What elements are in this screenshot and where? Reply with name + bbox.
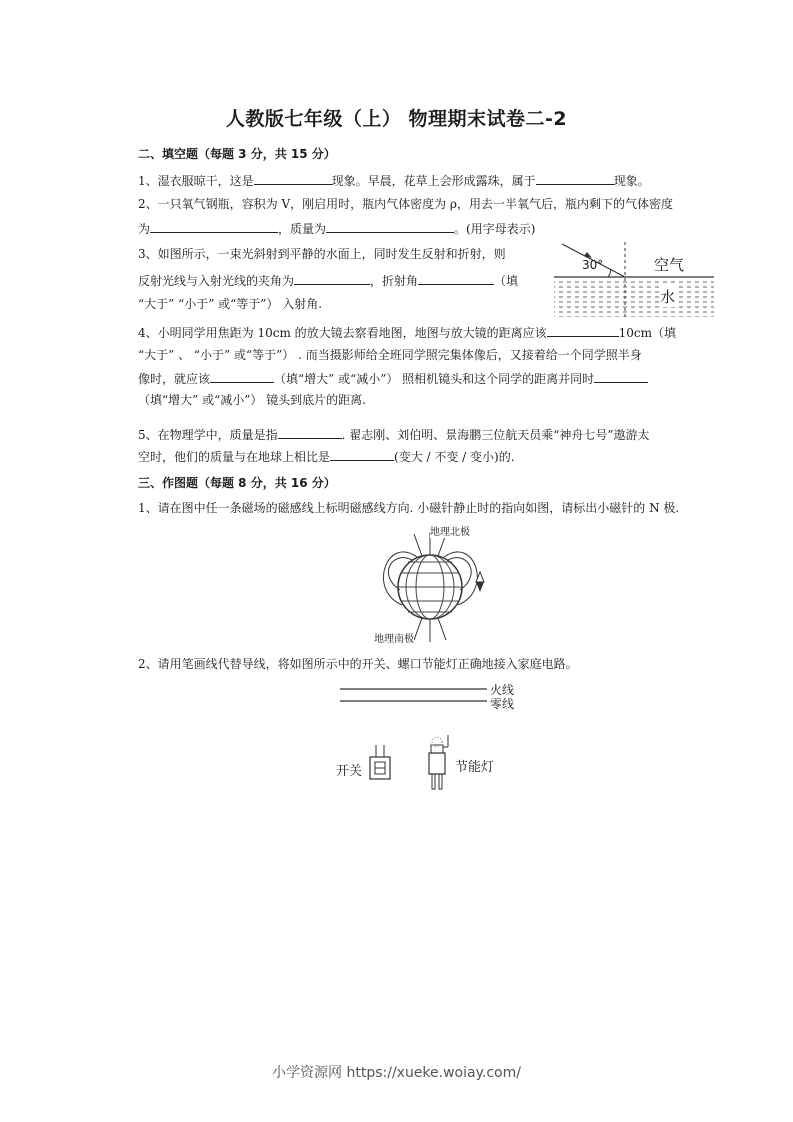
question-5-line-1: 5、在物理学中，质量是指 . 翟志刚、刘伯明、景海鹏三位航天员乘“神舟七号”遨游太 — [138, 428, 650, 442]
question-4-line-4: （填“增大” 或“减小”） 镜头到底片的距离. — [138, 393, 366, 407]
question-3-line-3: “大于” “小于” 或“等于”） 入射角. — [138, 297, 323, 311]
question-5-line-2: 空时，他们的质量与在地球上相比是 (变大 / 不变 / 变小)的. — [138, 450, 515, 464]
page-title: 人教版七年级（上） 物理期末试卷二-2 — [225, 108, 568, 130]
question-2-line-1: 2、一只氧气钢瓶，容积为 V，刚启用时，瓶内气体密度为 ρ，用去一半氧气后，瓶内剩下的气体密度 — [138, 197, 673, 211]
answer-blank[interactable] — [547, 324, 619, 337]
section-heading-fill-blank: 二、填空题（每题 3 分，共 15 分） — [138, 147, 336, 161]
question-3-line-2: 反射光线与入射光线的夹角为 ，折射角 （填 — [138, 274, 519, 288]
question-3-line-1: 3、如图所示，一束光斜射到平静的水面上，同时发生反射和折射，则 — [138, 247, 506, 261]
question-1: 1、湿衣服晾干，这是 现象。早晨，花草上会形成露珠，属于 现象。 — [138, 174, 650, 188]
answer-blank[interactable] — [254, 172, 332, 185]
circuit-figure: 火线 零线 开关 节能灯 — [335, 680, 535, 795]
answer-blank[interactable] — [150, 220, 278, 233]
question-4-line-3: 像时，就应该 （填“增大” 或“减小”） 照相机镜头和这个同学的距离并同时 — [138, 370, 648, 387]
refraction-figure: 30° 空气 水 — [550, 240, 720, 318]
answer-blank[interactable] — [536, 172, 614, 185]
answer-blank[interactable] — [418, 272, 494, 285]
question-4-line-1: 4、小明同学用焦距为 10cm 的放大镜去察看地图，地图与放大镜的距离应该 10cm（填 — [138, 326, 677, 340]
earth-magnetic-field-figure: 地理北极 地理南极 — [372, 520, 492, 645]
drawing-question-2: 2、请用笔画线代替导线，将如图所示中的开关、螺口节能灯正确地接入家庭电路。 — [138, 657, 578, 671]
footer-source: 小学资源网 https://xueke.woiay.com/ — [272, 1065, 521, 1081]
answer-blank[interactable] — [330, 448, 394, 461]
answer-blank[interactable] — [594, 370, 648, 383]
answer-blank[interactable] — [278, 426, 342, 439]
section-heading-drawing: 三、作图题（每题 8 分，共 16 分） — [138, 476, 336, 490]
question-2-line-2: 为 ，质量为 。(用字母表示) — [138, 222, 536, 236]
answer-blank[interactable] — [294, 272, 370, 285]
drawing-question-1: 1、请在图中任一条磁场的磁感线上标明磁感线方向. 小磁针静止时的指向如图，请标出小磁针的 N 极. — [138, 501, 680, 515]
question-4-line-2: “大于” 、 “小于” 或“等于”） . 而当摄影师给全班同学照完集体像后，又接着给一个同学照半身 — [138, 348, 642, 362]
answer-blank[interactable] — [326, 220, 454, 233]
answer-blank[interactable] — [210, 370, 274, 383]
